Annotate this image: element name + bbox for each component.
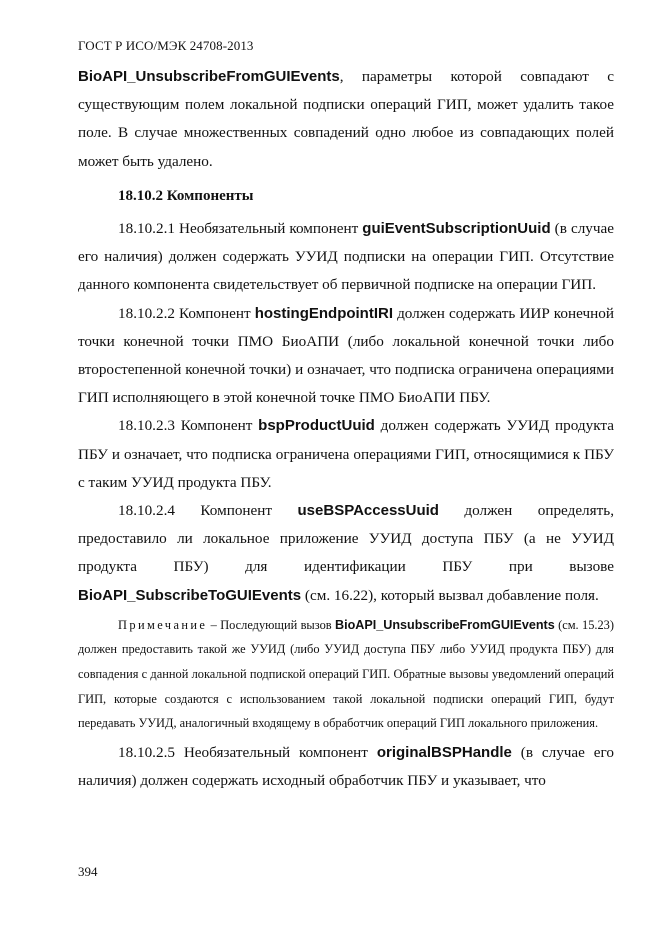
clause-text: (в случае его наличия) должен содержать УУИД подписки на операции ГИП. Отсутствие данного компонента свидетельствует об первичной подписке на операции ГИП.	[78, 220, 614, 294]
page-number: 394	[78, 864, 98, 879]
clause-text: должен содержать УУИД продукта ПБУ и означает, что подписка ограничена операциями ГИП, относящимися к ПБУ с таким УУИД продукта ПБУ.	[78, 417, 614, 491]
clause-text: 18.10.2.2 Компонент	[118, 304, 255, 322]
clause-18-10-2-5	[78, 739, 614, 795]
function-name: BioAPI_UnsubscribeFromGUIEvents	[78, 68, 340, 85]
clause-18-10-2-2	[78, 300, 614, 413]
component-name: hostingEndpointIRI	[254, 304, 394, 322]
clause-18-10-2-3	[78, 412, 614, 497]
component-name: guiEventSubscriptionUuid	[362, 220, 551, 238]
note-text: (см. 15.23) должен предоставить такой же УУИД (либо УУИД доступа ПБУ либо УУИД продукта ПБУ) для совпадения с данной локальной подпиской операций ГИП. Обратные вызовы уведомлений операций ГИП, которые создаются с использованием такой локальной подписки операций ГИП, будут передавать УУИД, аналогичный входящему в обработчик операций ГИП локального приложения.	[78, 617, 614, 731]
component-name: bspProductUuid	[258, 417, 375, 435]
running-header: ГОСТ Р ИСО/МЭК 24708-2013	[78, 38, 254, 53]
note-label: Примечание	[118, 617, 208, 632]
component-name: originalBSPHandle	[376, 743, 512, 761]
page-body	[78, 63, 614, 795]
function-name: BioAPI_UnsubscribeFromGUIEvents	[334, 617, 555, 632]
clause-18-10-2-4	[78, 497, 614, 610]
paragraph-text: , параметры которой совпадают с существующим полем локальной подписки операций ГИП, может удалить такое поле. В случае множественных совпадений одно любое из совпадающих полей может быть удалено.	[78, 68, 614, 170]
note-text: – Последующий вызов	[207, 617, 335, 632]
note-block	[78, 613, 614, 736]
paragraph-continuation	[78, 63, 614, 176]
clause-text: 18.10.2.4 Компонент	[118, 502, 298, 520]
clause-text: должен определять, предоставило ли локальное приложение УУИД доступа ПБУ (а не УУИД продукта ПБУ) для идентификации ПБУ при вызове	[78, 502, 614, 576]
section-heading: 18.10.2 Компоненты	[118, 187, 254, 204]
clause-text: (в случае его наличия) должен содержать исходный обработчик ПБУ и указывает, что	[78, 743, 614, 790]
clause-text: 18.10.2.5 Необязательный компонент	[118, 743, 377, 761]
clause-text: 18.10.2.1 Необязательный компонент	[118, 220, 363, 238]
component-name: useBSPAccessUuid	[297, 502, 439, 520]
clause-text: должен содержать ИИР конечной точки конечной точки ПМО БиоАПИ (либо локальной конечной точки либо второстепенной конечной точки) и означает, что подписка ограничена операциями ГИП исполняющего в этой конечной точке ПМО БиоАПИ ПБУ.	[78, 304, 614, 407]
function-name: BioAPI_SubscribeToGUIEvents	[78, 586, 302, 604]
clause-text: 18.10.2.3 Компонент	[118, 417, 259, 435]
clause-text: (см. 16.22), который вызвал добавление поля.	[301, 586, 599, 604]
clause-18-10-2-1	[78, 215, 614, 300]
